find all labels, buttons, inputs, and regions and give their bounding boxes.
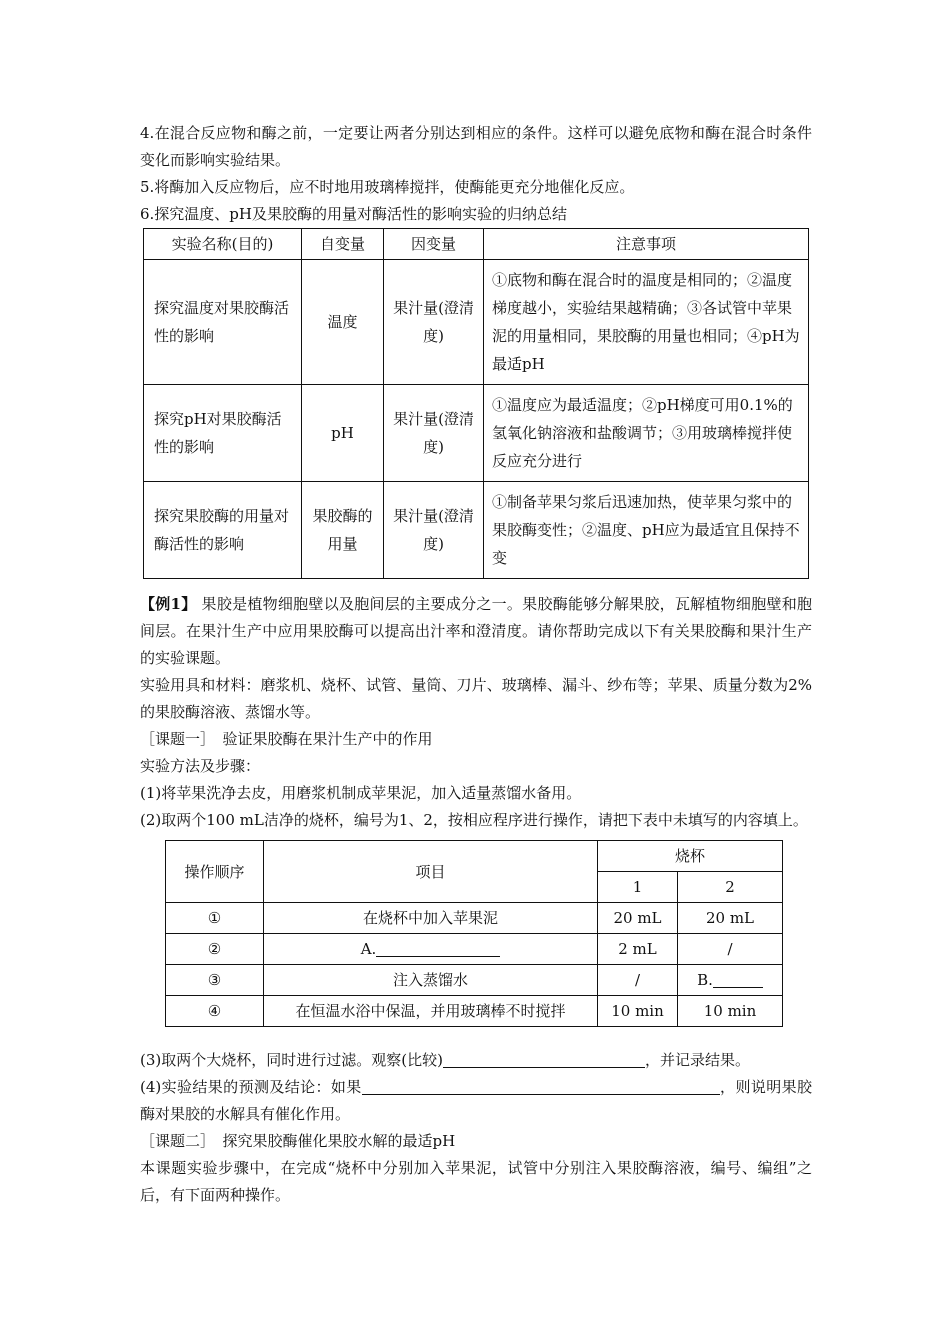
header-iv: 自变量 <box>302 229 384 260</box>
note-4: 4.在混合反应物和酶之前，一定要让两者分别达到相应的条件。这样可以避免底物和酶在混合时条件变化而影响实验结果。 <box>140 124 812 169</box>
example-text: 果胶是植物细胞壁以及胞间层的主要成分之一。果胶酶能够分解果胶，瓦解植物细胞壁和胞间层。在果汁生产中应用果胶酶可以提高出汁率和澄清度。请你帮助完成以下有关果胶酶和果汁生产的实验课题。 <box>140 595 812 667</box>
op-beaker-1: / <box>598 965 678 996</box>
row-name: 探究温度对果胶酶活性的影响 <box>144 260 302 385</box>
row-note: ①底物和酶在混合时的温度是相同的；②温度梯度越小，实验结果越精确；③各试管中苹果泥的用量相同，果胶酶的用量也相同；④pH为最适pH <box>484 260 809 385</box>
operation-table <box>165 840 783 1027</box>
step-3: (3)取两个大烧杯，同时进行过滤。观察(比较) ，并记录结果。 <box>140 1051 750 1069</box>
header-beaker-2: 2 <box>678 872 783 903</box>
header-beaker-1: 1 <box>598 872 678 903</box>
op-beaker-2: 10 min <box>678 996 783 1027</box>
topic-2-text: 本课题实验步骤中，在完成“烧杯中分别加入苹果泥，试管中分别注入果胶酶溶液，编号、编组”之后，有下面两种操作。 <box>140 1159 812 1204</box>
header-name: 实验名称(目的) <box>144 229 302 260</box>
op-item: 在恒温水浴中保温，并用玻璃棒不时搅拌 <box>264 996 598 1027</box>
table-row <box>144 385 809 482</box>
row-iv: 果胶酶的用量 <box>302 482 384 579</box>
summary-header-row <box>144 229 809 260</box>
blank-step-4[interactable] <box>362 1076 720 1095</box>
table-row <box>166 903 783 934</box>
op-beaker-2 <box>678 965 783 996</box>
op-order: ④ <box>166 996 264 1027</box>
row-name: 探究pH对果胶酶活性的影响 <box>144 385 302 482</box>
header-item: 项目 <box>264 841 598 903</box>
topic-1: ［课题一］ 验证果胶酶在果汁生产中的作用 <box>140 730 433 748</box>
table-row <box>166 965 783 996</box>
example-label: 【例1】 <box>140 595 197 613</box>
op-order: ① <box>166 903 264 934</box>
header-beaker: 烧杯 <box>598 841 783 872</box>
method-heading: 实验方法及步骤： <box>140 757 261 775</box>
topic-2: ［课题二］ 探究果胶酶催化果胶水解的最适pH <box>140 1132 456 1150</box>
step-1: (1)将苹果洗净去皮，用磨浆机制成苹果泥，加入适量蒸馏水备用。 <box>140 784 582 802</box>
op-beaker-1: 2 mL <box>598 934 678 965</box>
op-order: ② <box>166 934 264 965</box>
row-note: ①制备苹果匀浆后迅速加热，使苹果匀浆中的果胶酶变性；②温度、pH应为最适宜且保持不变 <box>484 482 809 579</box>
document-page <box>140 120 812 1209</box>
header-note: 注意事项 <box>484 229 809 260</box>
row-iv: pH <box>302 385 384 482</box>
op-item <box>264 934 598 965</box>
table-row <box>144 482 809 579</box>
op-item: 在烧杯中加入苹果泥 <box>264 903 598 934</box>
step-4: (4)实验结果的预测及结论：如果 ，则说明果胶酶对果胶的水解具有催化作用。 <box>140 1078 812 1123</box>
row-dv: 果汁量(澄清度) <box>384 260 484 385</box>
blank-b-label: B. <box>697 971 713 989</box>
blank-a[interactable] <box>376 938 500 957</box>
blank-a-label: A. <box>360 940 377 958</box>
summary-table <box>143 228 809 579</box>
note-5: 5.将酶加入反应物后，应不时地用玻璃棒搅拌，使酶能更充分地催化反应。 <box>140 178 635 196</box>
example-paragraph <box>140 591 812 672</box>
header-dv: 因变量 <box>384 229 484 260</box>
row-note: ①温度应为最适温度；②pH梯度可用0.1%的氢氧化钠溶液和盐酸调节；③用玻璃棒搅拌使反应充分进行 <box>484 385 809 482</box>
row-name: 探究果胶酶的用量对酶活性的影响 <box>144 482 302 579</box>
op-beaker-1: 10 min <box>598 996 678 1027</box>
blank-b[interactable] <box>713 969 763 988</box>
row-dv: 果汁量(澄清度) <box>384 385 484 482</box>
op-item: 注入蒸馏水 <box>264 965 598 996</box>
row-iv: 温度 <box>302 260 384 385</box>
header-order: 操作顺序 <box>166 841 264 903</box>
table-row <box>166 996 783 1027</box>
note-6: 6.探究温度、pH及果胶酶的用量对酶活性的影响实验的归纳总结 <box>140 205 567 223</box>
blank-step-3[interactable] <box>443 1049 645 1068</box>
op-beaker-1: 20 mL <box>598 903 678 934</box>
materials: 实验用具和材料：磨浆机、烧杯、试管、量筒、刀片、玻璃棒、漏斗、纱布等；苹果、质量分数为2%的果胶酶溶液、蒸馏水等。 <box>140 676 812 721</box>
table-row <box>144 260 809 385</box>
op-order: ③ <box>166 965 264 996</box>
table-row <box>166 934 783 965</box>
step-2: (2)取两个100 mL洁净的烧杯，编号为1、2，按相应程序进行操作，请把下表中未填写的内容填上。 <box>140 811 808 829</box>
op-beaker-2: / <box>678 934 783 965</box>
row-dv: 果汁量(澄清度) <box>384 482 484 579</box>
op-beaker-2: 20 mL <box>678 903 783 934</box>
